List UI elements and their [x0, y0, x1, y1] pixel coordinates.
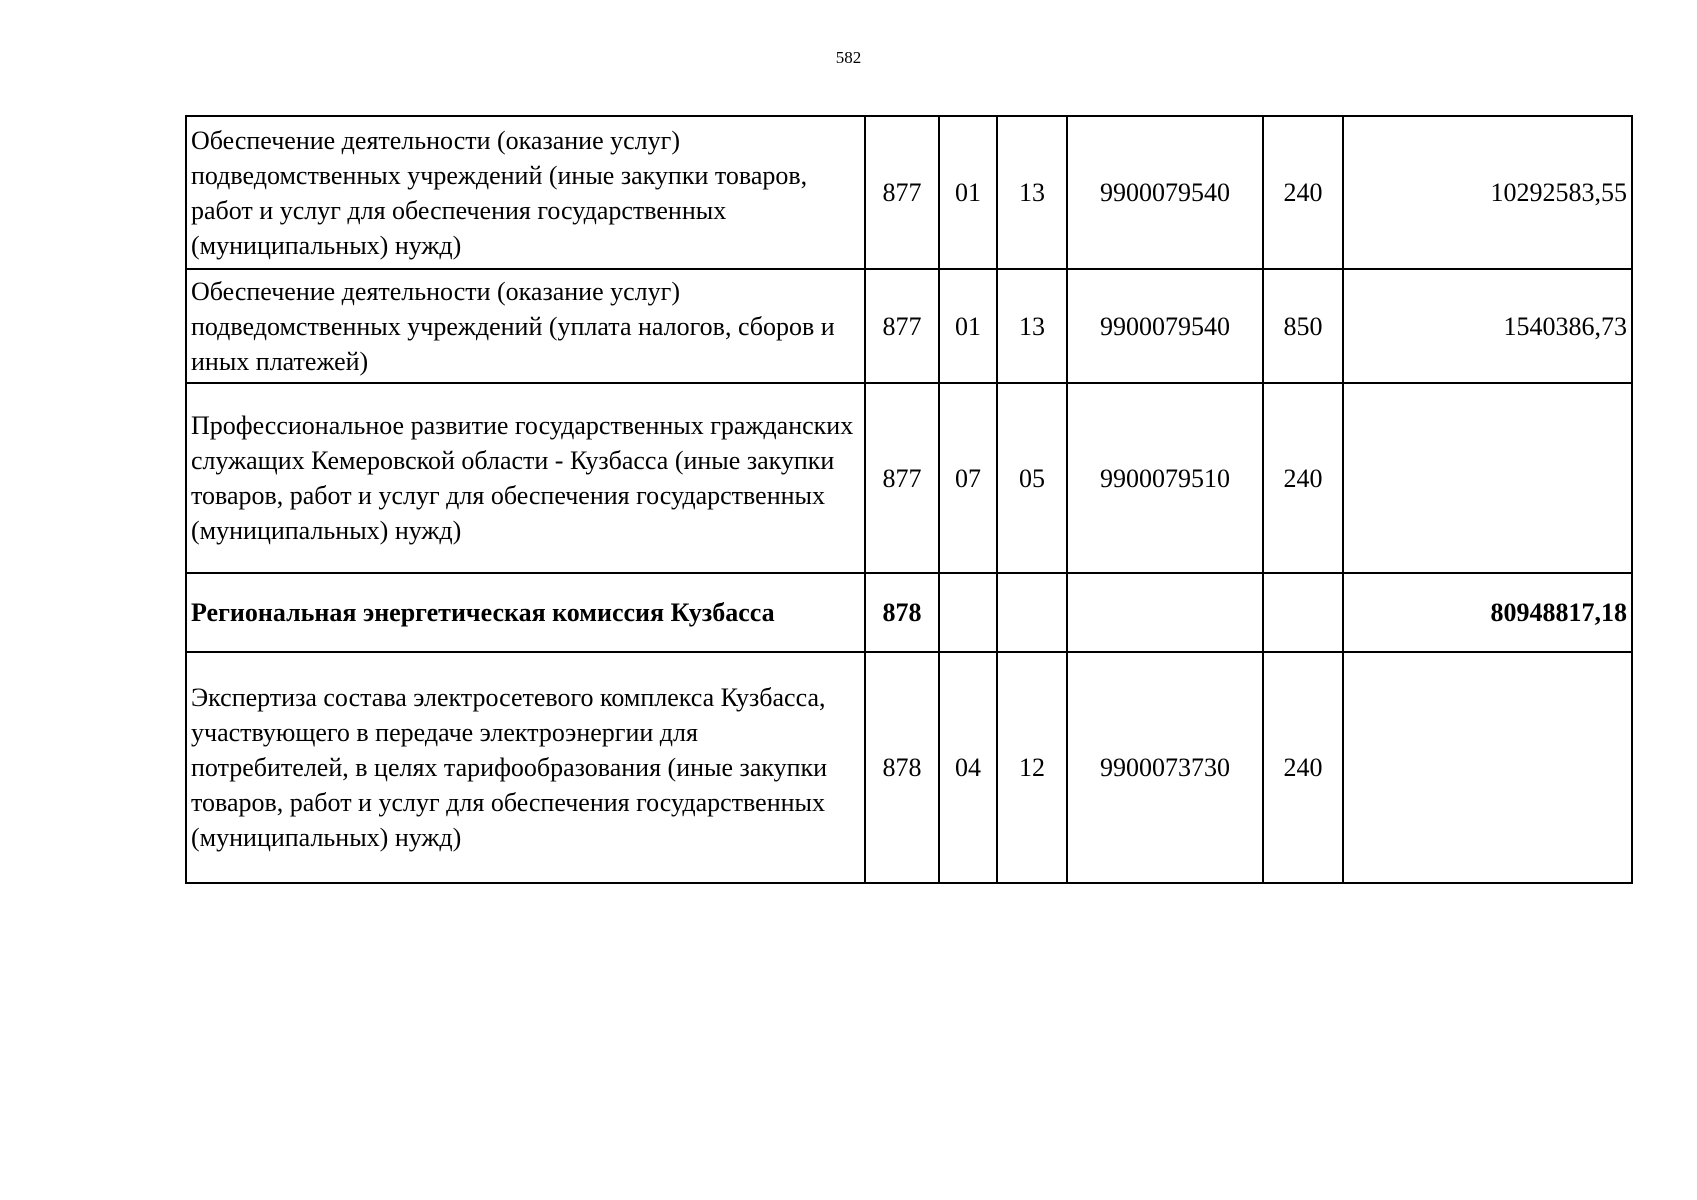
- row-expense-type-code: [1263, 573, 1343, 652]
- row-name: Обеспечение деятельности (оказание услуг) подведомственных учреждений (уплата налогов, сборов и иных платежей): [186, 269, 865, 383]
- row-amount: 80948817,18: [1343, 573, 1632, 652]
- table-row: [186, 116, 1632, 269]
- row-department-code: 877: [865, 116, 939, 269]
- row-section-code: 01: [939, 269, 997, 383]
- row-expense-type-code: 240: [1263, 116, 1343, 269]
- row-amount: [1343, 383, 1632, 573]
- row-target-article-code: 9900079540: [1067, 116, 1263, 269]
- row-subsection-code: 05: [997, 383, 1067, 573]
- row-target-article-code: 9900079540: [1067, 269, 1263, 383]
- row-subsection-code: 13: [997, 116, 1067, 269]
- row-department-code: 878: [865, 652, 939, 883]
- row-department-code: 877: [865, 269, 939, 383]
- row-department-code: 878: [865, 573, 939, 652]
- table-row: [186, 269, 1632, 383]
- row-expense-type-code: 850: [1263, 269, 1343, 383]
- table-row: [186, 383, 1632, 573]
- row-expense-type-code: 240: [1263, 383, 1343, 573]
- table-row-department-total: [186, 573, 1632, 652]
- row-subsection-code: 13: [997, 269, 1067, 383]
- page-number: 582: [835, 48, 862, 67]
- row-amount: 1540386,73: [1343, 269, 1632, 383]
- row-name: Профессиональное развитие государственных гражданских служащих Кемеровской области - Кузбасса (иные закупки товаров, работ и услуг для обеспечения государственных (муниципальных) нужд): [186, 383, 865, 573]
- row-name: Экспертиза состава электросетевого комплекса Кузбасса, участвующего в передаче электроэнергии для потребителей, в целях тарифообразования (иные закупки товаров, работ и услуг для обеспечения государственных (муниципальных) нужд): [186, 652, 865, 883]
- row-amount: 10292583,55: [1343, 116, 1632, 269]
- table-row: [186, 652, 1632, 883]
- row-amount: [1343, 652, 1632, 883]
- row-name: Обеспечение деятельности (оказание услуг) подведомственных учреждений (иные закупки товаров, работ и услуг для обеспечения государственных (муниципальных) нужд): [186, 116, 865, 269]
- row-department-code: 877: [865, 383, 939, 573]
- budget-table: [185, 115, 1633, 884]
- row-section-code: 07: [939, 383, 997, 573]
- row-subsection-code: 12: [997, 652, 1067, 883]
- row-target-article-code: [1067, 573, 1263, 652]
- row-name: Региональная энергетическая комиссия Кузбасса: [186, 573, 865, 652]
- row-subsection-code: [997, 573, 1067, 652]
- row-section-code: 01: [939, 116, 997, 269]
- row-section-code: [939, 573, 997, 652]
- row-section-code: 04: [939, 652, 997, 883]
- row-target-article-code: 9900073730: [1067, 652, 1263, 883]
- row-expense-type-code: 240: [1263, 652, 1343, 883]
- row-target-article-code: 9900079510: [1067, 383, 1263, 573]
